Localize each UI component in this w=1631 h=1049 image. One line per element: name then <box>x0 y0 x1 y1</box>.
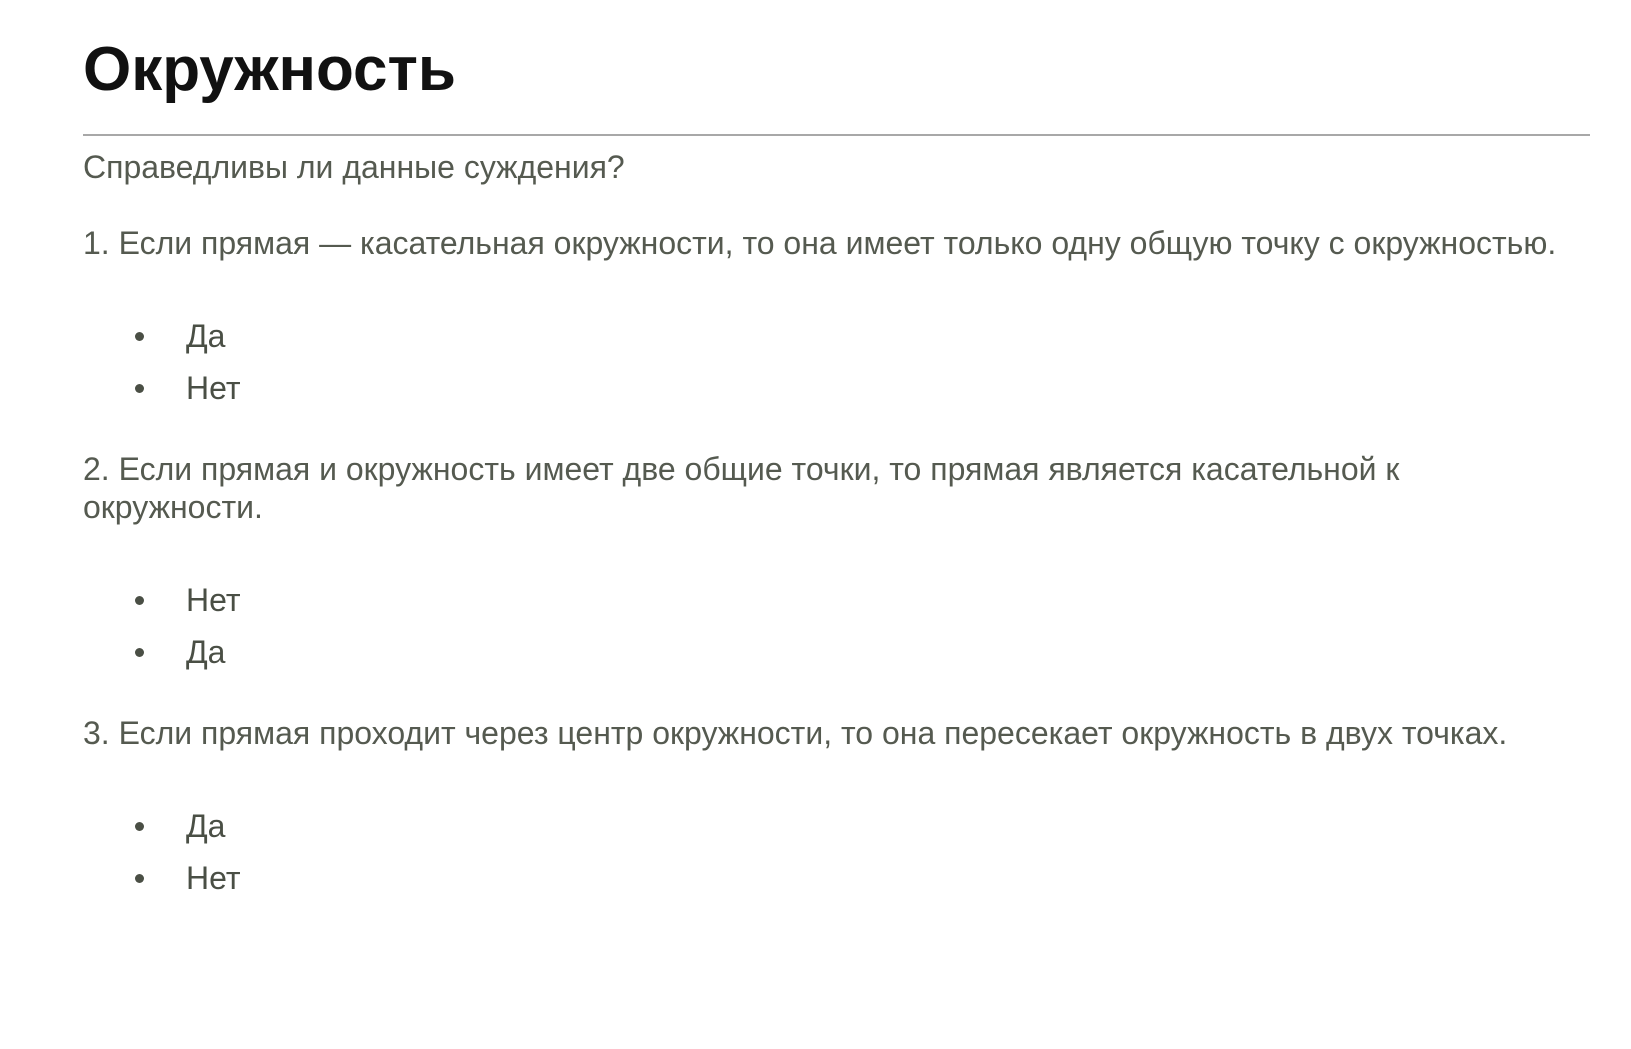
question-2-answers <box>83 574 1590 678</box>
question-3-answers <box>83 800 1590 904</box>
title-divider <box>83 134 1590 136</box>
question-1-text: 1. Если прямая — касательная окружности, то она имеет только одну общую точку с окружностью. <box>83 225 1557 261</box>
bullet-icon <box>135 648 144 657</box>
answer-option[interactable] <box>83 852 1590 904</box>
answer-label: Нет <box>186 582 241 618</box>
quiz-intro: Справедливы ли данные суждения? <box>83 149 625 185</box>
answer-option[interactable] <box>83 362 1590 414</box>
question-3-text: 3. Если прямая проходит через центр окружности, то она пересекает окружность в двух точках. <box>83 715 1508 751</box>
answer-option[interactable] <box>83 800 1590 852</box>
answer-option[interactable] <box>83 626 1590 678</box>
bullet-icon <box>135 874 144 883</box>
answer-label: Да <box>186 634 226 670</box>
page-title: Окружность <box>83 35 456 104</box>
answer-option[interactable] <box>83 310 1590 362</box>
bullet-icon <box>135 596 144 605</box>
question-1-answers <box>83 310 1590 414</box>
answer-label: Да <box>186 318 226 354</box>
answer-label: Нет <box>186 370 241 406</box>
answer-label: Нет <box>186 860 241 896</box>
question-2-text: 2. Если прямая и окружность имеет две общие точки, то прямая является касательной к окружности. <box>83 451 1400 525</box>
bullet-icon <box>135 332 144 341</box>
bullet-icon <box>135 384 144 393</box>
quiz-page <box>83 0 1590 904</box>
bullet-icon <box>135 822 144 831</box>
answer-option[interactable] <box>83 574 1590 626</box>
answer-label: Да <box>186 808 226 844</box>
